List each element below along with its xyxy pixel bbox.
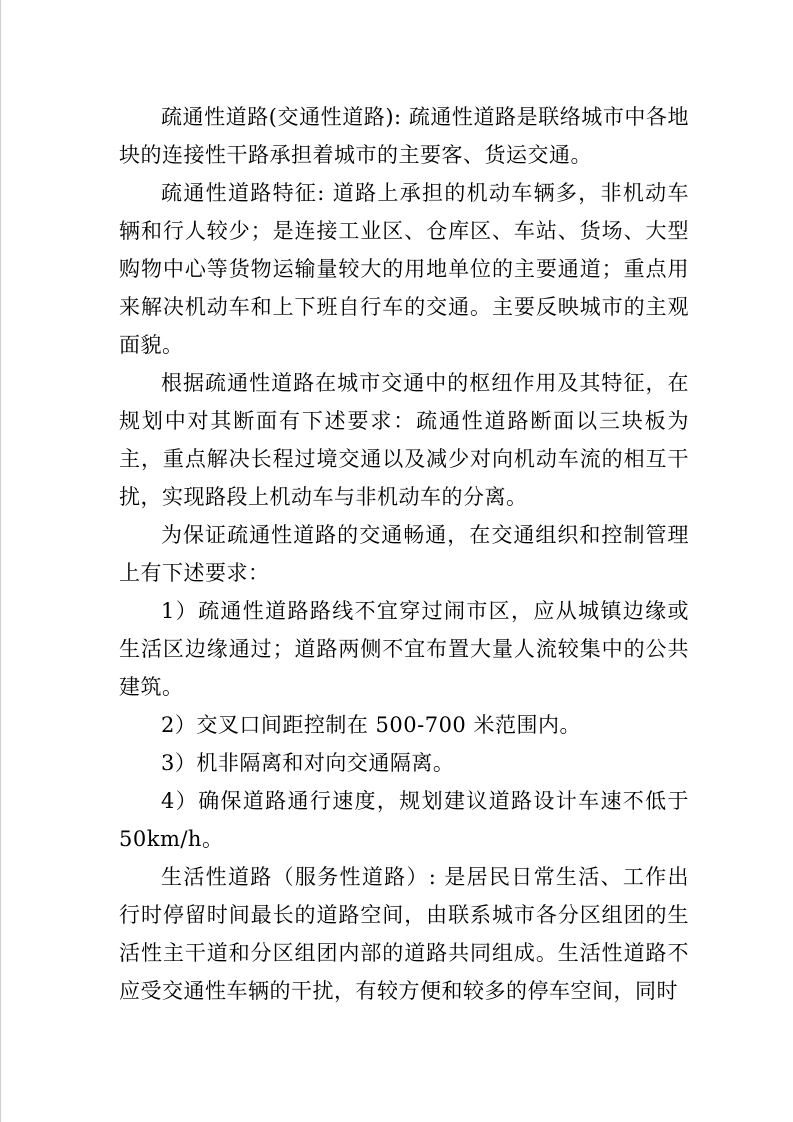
paragraph-through-road-definition: 疏通性道路(交通性道路): 疏通性道路是联络城市中各地块的连接性干路承担着城市的主要客、货运交通。 <box>119 105 689 167</box>
document-body <box>119 98 689 1010</box>
paragraph-living-road-definition: 生活性道路（服务性道路）: 是居民日常生活、工作出行时停留时间最长的道路空间，由联系城市各分区组团的生活性主干道和分区组团内部的道路共同组成。生活性道路不应受交通性车辆的干扰，有较方便和较多的停车空间，同时 <box>119 865 689 1003</box>
list-item-design-speed: 4）确保道路通行速度，规划建议道路设计车速不低于 50km/h。 <box>119 789 689 851</box>
paragraph-cross-section-requirements: 根据疏通性道路在城市交通中的枢纽作用及其特征，在规划中对其断面有下述要求：疏通性道路断面以三块板为主，重点解决长程过境交通以及减少对向机动车流的相互干扰，实现路段上机动车与非机动车的分离。 <box>119 371 689 509</box>
list-item-route-location: 1）疏通性道路路线不宜穿过闹市区，应从城镇边缘或生活区边缘通过；道路两侧不宜布置大量人流较集中的公共建筑。 <box>119 599 689 699</box>
list-item-intersection-spacing: 2）交叉口间距控制在 500-700 米范围内。 <box>161 713 581 737</box>
paragraph-traffic-control-intro: 为保证疏通性道路的交通畅通，在交通组织和控制管理上有下述要求： <box>119 523 689 585</box>
paragraph-through-road-features: 疏通性道路特征: 道路上承担的机动车辆多，非机动车辆和行人较少；是连接工业区、仓库区、车站、货场、大型购物中心等货物运输量较大的用地单位的主要通道；重点用来解决机动车和上下班自行车的交通。主要反映城市的主观面貌。 <box>119 181 689 357</box>
list-item-separation: 3）机非隔离和对向交通隔离。 <box>161 751 455 775</box>
